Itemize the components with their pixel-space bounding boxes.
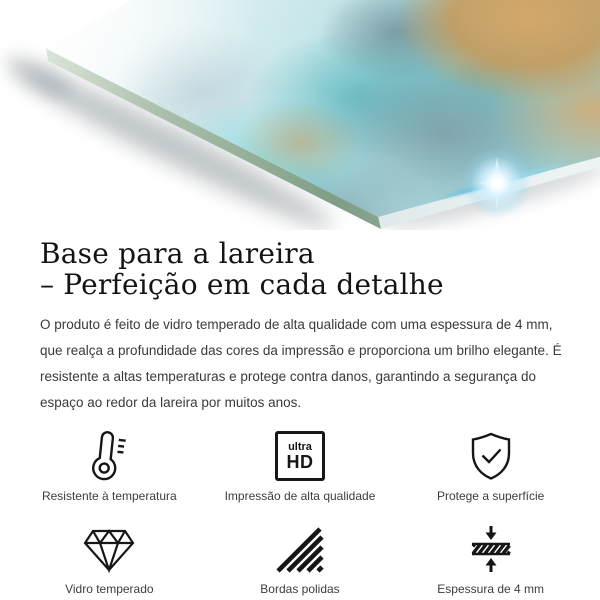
feature-label: Espessura de 4 mm xyxy=(437,582,545,596)
feature-tempered-glass xyxy=(14,524,205,596)
thickness-icon xyxy=(465,524,517,574)
feature-label: Bordas polidas xyxy=(260,582,340,596)
feature-label: Impressão de alta qualidade xyxy=(224,489,376,503)
feature-label: Vidro temperado xyxy=(65,582,154,596)
shield-check-icon xyxy=(467,431,515,481)
sparkle-flare-icon xyxy=(469,155,525,211)
feature-label: Protege a superfície xyxy=(436,489,545,503)
polished-edges-icon xyxy=(274,524,326,574)
diamond-icon xyxy=(83,524,135,574)
ultra-hd-icon xyxy=(275,431,325,481)
ultra-hd-text-bottom: HD xyxy=(286,451,314,472)
feature-label: Resistente à temperatura xyxy=(41,489,177,503)
product-description: O produto é feito de vidro temperado de alta qualidade com uma espessura de 4 mm, que realça a profundidade das cores da impressão e proporciona um brilho elegante. É resistente a altas temperaturas e protege contra danos, garantindo a segurança do espaço ao redor da lareira por muitos anos. xyxy=(40,317,562,410)
feature-temperature xyxy=(14,431,205,503)
feature-surface-protection xyxy=(395,431,586,503)
product-image xyxy=(0,0,600,230)
feature-print-quality xyxy=(205,431,396,503)
ultra-hd-text-top: ultra xyxy=(288,440,312,453)
page-title xyxy=(40,238,560,300)
thermometer-icon xyxy=(89,431,129,481)
feature-thickness xyxy=(395,524,586,596)
feature-grid xyxy=(14,431,586,596)
page-title-line2: – Perfeição em cada detalhe xyxy=(40,268,444,301)
page-title-line1: Base para a lareira xyxy=(40,237,315,270)
feature-polished-edges xyxy=(205,524,396,596)
